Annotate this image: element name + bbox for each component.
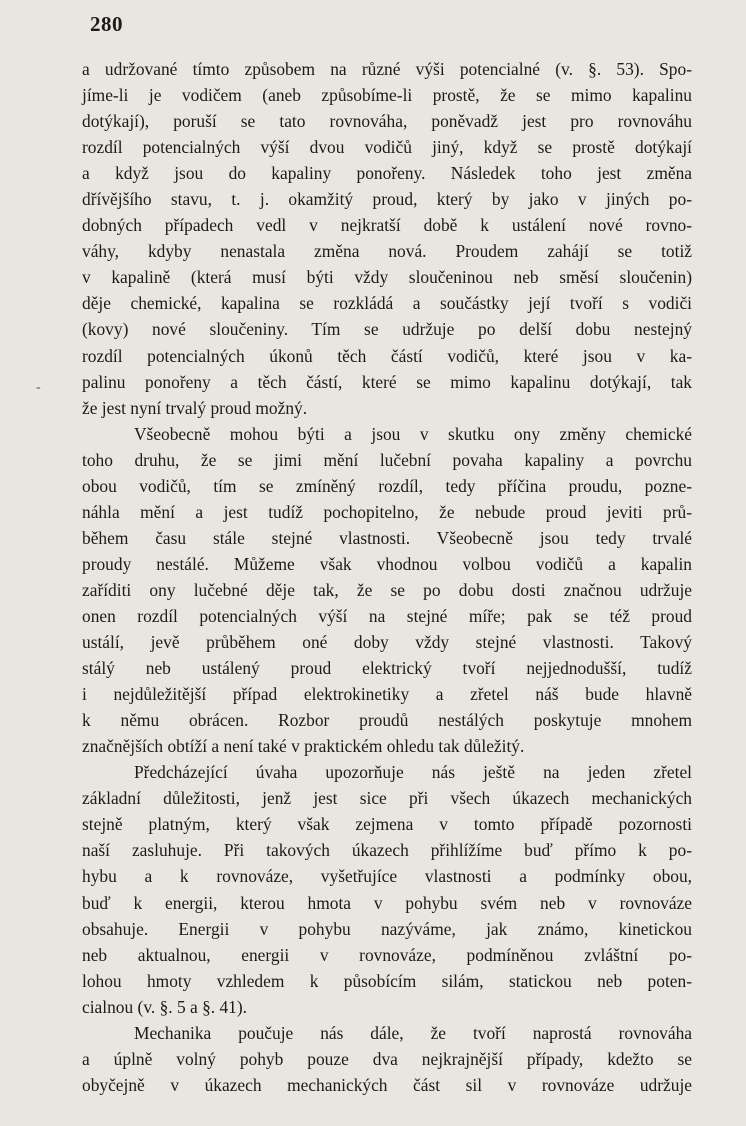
text-line: palinu ponořeny a těch částí, které se mimo kapalinu dotýkají, tak [82,371,692,392]
text-line: jíme-li je vodičem (aneb způsobíme-li prostě, že se mimo kapalinu [82,85,692,106]
text-line: hybu a k rovnováze, vyšetřujíce vlastnosti a podmínky obou, [82,866,692,887]
text-line: během času stále stejné vlastnosti. Všeobecně jsou tedy trvalé [82,527,692,548]
paragraph-3 [82,759,692,1019]
page-number: 280 [90,12,123,36]
text-line: cialnou (v. §. 5 a §. 41). [82,996,248,1017]
text-line: Všeobecně mohou býti a jsou v skutku ony změny chemické [134,423,692,444]
text-line: (kovy) nové sloučeniny. Tím se udržuje po delší dobu nestejný [82,319,692,340]
text-line: dotýkají), poruší se tato rovnováha, poněvadž jest pro rovnováhu [82,111,692,132]
text-line: dřívějšího stavu, t. j. okamžitý proud, který by jako v jiných po- [82,189,692,210]
text-line: děje chemické, kapalina se rozkládá a součástky její tvoří s vodiči [82,293,692,314]
text-line: i nejdůležitější případ elektrokinetiky a zřetel náš bude hlavně [82,684,692,705]
text-line: neb aktualnou, energii v rovnováze, podmíněnou zvláštní po- [82,944,692,965]
paragraph-2 [82,421,692,760]
text-line: Předcházející úvaha upozorňuje nás ještě na jeden zřetel [134,762,692,783]
text-line: v kapalině (která musí býti vždy sloučeninou neb směsí sloučenin) [82,267,692,288]
text-line: naší zasluhuje. Při takových úkazech přihlížíme buď přímo k po- [82,840,692,861]
text-line: proudy nestálé. Můžeme však vhodnou volbou vodičů a kapalin [82,553,692,574]
text-line: a udržované tímto způsobem na různé výši potencialné (v. §. 53). Spo- [82,59,692,79]
text-line: obsahuje. Energii v pohybu nazýváme, jak známo, kinetickou [82,918,692,939]
text-line: ustálí, jevě průběhem oné doby vždy stejné vlastnosti. Takový [82,632,692,653]
text-line: značnějších obtíží a není také v praktickém ohledu tak důležitý. [82,736,525,757]
body-text [82,56,692,1098]
text-line: náhla mění a jest tudíž pochopitelno, že nebude proud jeviti prů- [82,501,692,522]
text-line: a když jsou do kapaliny ponořeny. Následek toho jest změna [82,163,692,184]
text-line: dobných případech vedl v nejkratší době k ustálení nové rovno- [82,215,692,236]
text-line: stejně platným, který však zejmena v tomto případě pozornosti [82,814,692,835]
margin-mark: - [36,380,41,395]
text-line: rozdíl potencialných výší dvou vodičů jiný, když se prostě dotýkají [82,137,692,158]
text-line: toho druhu, že se jimi mění lučební povaha kapaliny a povrchu [82,449,692,470]
text-line: stálý neb ustálený proud elektrický tvoří nejjednodušší, tudíž [82,658,692,679]
text-line: a úplně volný pohyb pouze dva nejkrajnější případy, kdežto se [82,1048,692,1069]
text-line: zaříditi ony lučebné děje tak, že se po dobu dosti značnou udržuje [82,579,692,600]
text-line: rozdíl potencialných úkonů těch částí vodičů, které jsou v ka- [82,345,692,366]
text-line: základní důležitosti, jenž jest sice při všech úkazech mechanických [82,788,692,809]
text-line: že jest nyní trvalý proud možný. [82,397,308,418]
text-line: k němu obrácen. Rozbor proudů nestálých poskytuje mnohem [82,710,692,731]
text-line: lohou hmoty vzhledem k působícím silám, statickou neb poten- [82,970,692,991]
text-line: obou vodičů, tím se zmíněný rozdíl, tedy příčina proudu, pozne- [82,475,692,496]
text-line: onen rozdíl potencialných výší na stejné míře; pak se též proud [82,605,692,626]
text-line: obyčejně v úkazech mechanických část sil v rovnováze udržuje [82,1074,692,1095]
text-line: váhy, kdyby nenastala změna nová. Proudem zahájí se totiž [82,241,692,262]
text-line: Mechanika poučuje nás dále, že tvoří naprostá rovnováha [134,1022,692,1043]
paragraph-1 [82,56,692,421]
text-line: buď k energii, kterou hmota v pohybu svém neb v rovnováze [82,892,692,913]
paragraph-4 [82,1020,692,1098]
